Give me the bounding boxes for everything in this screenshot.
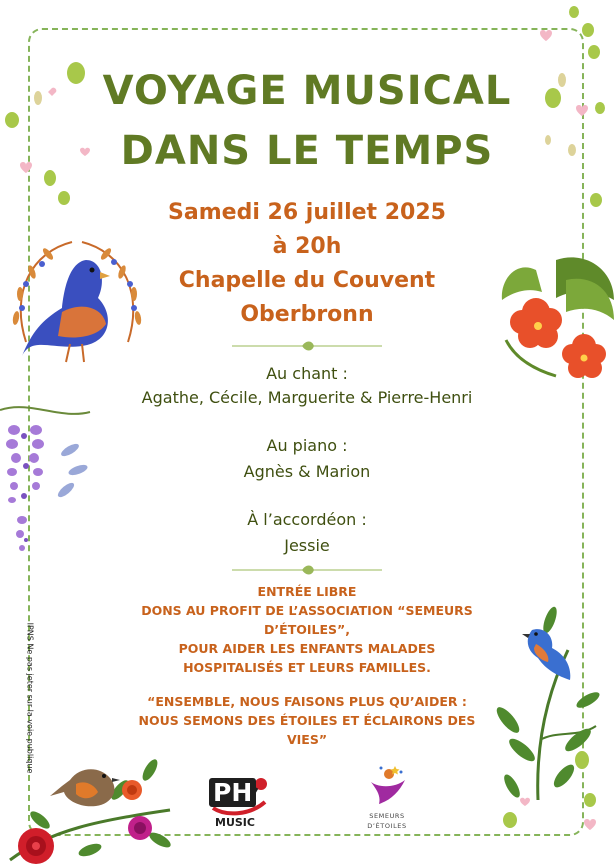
ph-music-logo: [205, 772, 273, 832]
ipns-notice: [23, 622, 37, 773]
entry-line-1: ENTRÉE LIBRE: [257, 584, 357, 599]
semeurs-logo-figure: [365, 762, 409, 806]
ph-logo-word: MUSIC: [215, 816, 255, 829]
semeurs-logo-line1: SEMEURS: [369, 812, 405, 820]
entry-line-5: HOSPITALISÉS ET LEURS FAMILLES.: [183, 660, 431, 675]
ipns-text: IPNS Ne pas jeter sur la voie publique: [25, 622, 35, 773]
leaf-divider-top: [232, 340, 382, 352]
event-time: à 20h: [272, 234, 342, 259]
entry-line-2: DONS AU PROFIT DE L’ASSOCIATION “SEMEURS: [141, 603, 473, 618]
piano-names: Agnès & Marion: [243, 462, 371, 481]
chant-names: Agathe, Cécile, Marguerite & Pierre-Henri: [141, 388, 473, 407]
accordion-names: Jessie: [284, 536, 330, 555]
semeurs-logo-line2: D’ÉTOILES: [367, 822, 407, 830]
quote-line-1: “ENSEMBLE, NOUS FAISONS PLUS QU’AIDER :: [147, 694, 467, 709]
quote-line-2: NOUS SEMONS DES ÉTOILES ET ÉCLAIRONS DES: [138, 713, 476, 728]
title-line-2: DANS LE TEMPS: [120, 128, 494, 174]
chant-label: Au chant :: [266, 364, 348, 383]
event-venue: Chapelle du Couvent: [178, 268, 436, 293]
entry-line-4: POUR AIDER LES ENFANTS MALADES: [178, 641, 436, 656]
quote-line-3: VIES”: [286, 732, 328, 747]
leaf-divider-bottom: [232, 564, 382, 576]
event-date: Samedi 26 juillet 2025: [168, 200, 446, 225]
accordion-label: À l’accordéon :: [247, 510, 367, 529]
piano-label: Au piano :: [266, 436, 348, 455]
title-line-1: VOYAGE MUSICAL: [102, 68, 512, 114]
ph-logo-mark: PH: [209, 778, 256, 807]
entry-line-3: D’ÉTOILES”,: [264, 622, 350, 637]
event-town: Oberbronn: [240, 302, 374, 327]
semeurs-etoiles-logo: [355, 762, 419, 838]
